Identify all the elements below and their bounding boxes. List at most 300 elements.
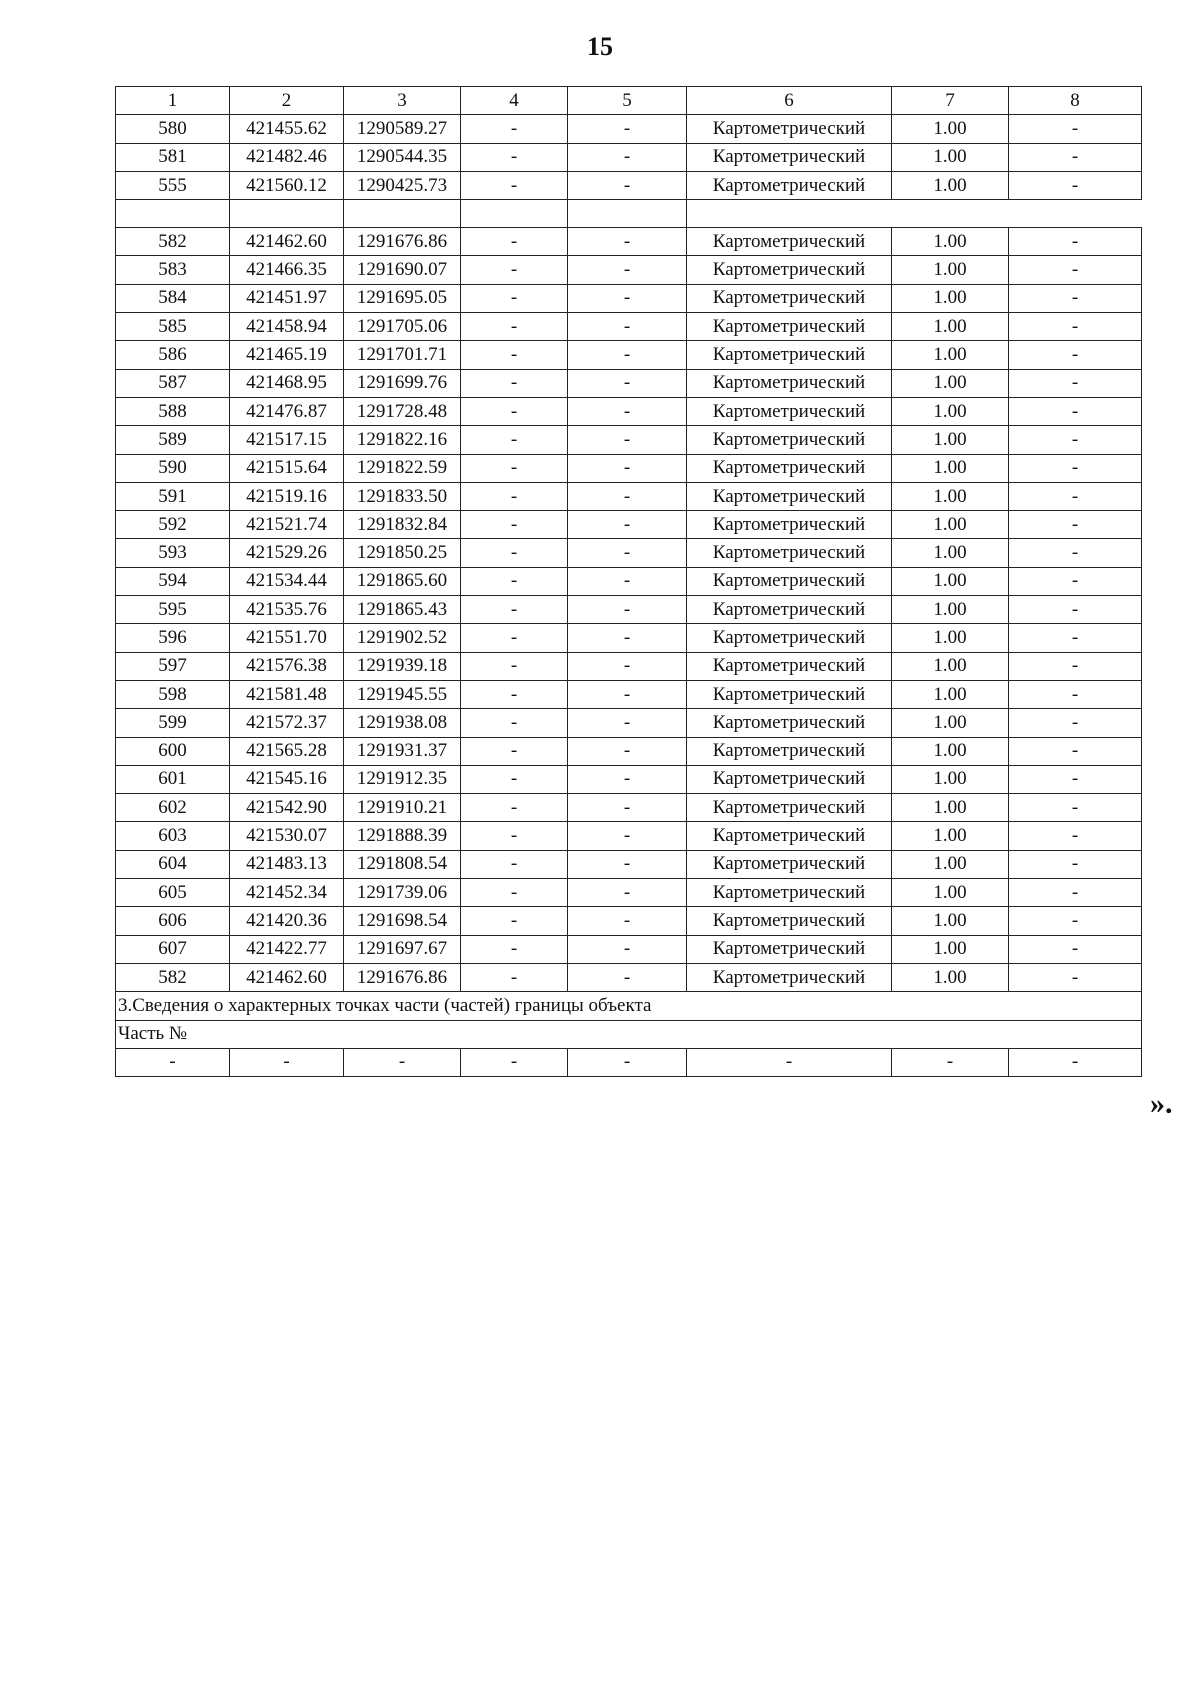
table-cell: 421565.28 [230, 737, 344, 765]
table-cell: - [568, 511, 687, 539]
table-row [116, 596, 1142, 624]
table-cell: 1291945.55 [344, 680, 461, 708]
table-cell: 1290544.35 [344, 143, 461, 171]
table-cell: - [461, 397, 568, 425]
table-row [116, 256, 1142, 284]
table-cell: 1.00 [892, 539, 1009, 567]
table-cell: 421529.26 [230, 539, 344, 567]
table-cell: 1291676.86 [344, 228, 461, 256]
table-cell: 597 [116, 652, 230, 680]
table-cell: 421576.38 [230, 652, 344, 680]
table-cell: 1291902.52 [344, 624, 461, 652]
table-cell: 602 [116, 794, 230, 822]
table-cell: 590 [116, 454, 230, 482]
table-cell: - [461, 511, 568, 539]
table-row [116, 935, 1142, 963]
empty-cell [461, 200, 568, 228]
table-cell: 589 [116, 426, 230, 454]
table-cell: 1.00 [892, 171, 1009, 199]
table-cell: 421468.95 [230, 369, 344, 397]
table-cell: - [461, 171, 568, 199]
table-cell: 1.00 [892, 907, 1009, 935]
table-row [116, 850, 1142, 878]
table-cell: 592 [116, 511, 230, 539]
table-cell: 1.00 [892, 115, 1009, 143]
table-cell: - [1009, 907, 1142, 935]
table-cell: - [568, 935, 687, 963]
table-cell: - [1009, 624, 1142, 652]
table-row [116, 313, 1142, 341]
table-cell: 596 [116, 624, 230, 652]
table-cell: 1291938.08 [344, 709, 461, 737]
table-cell: 1.00 [892, 709, 1009, 737]
table-cell: - [568, 539, 687, 567]
table-cell: 1291697.67 [344, 935, 461, 963]
part-number-row [116, 1020, 1142, 1048]
table-cell: - [568, 709, 687, 737]
table-cell: - [568, 879, 687, 907]
table-cell: 421519.16 [230, 482, 344, 510]
table-cell: - [1009, 256, 1142, 284]
table-cell: 1291850.25 [344, 539, 461, 567]
table-cell: 421545.16 [230, 765, 344, 793]
table-cell: 585 [116, 313, 230, 341]
table-cell: Картометрический [687, 709, 892, 737]
table-cell: - [1009, 1048, 1142, 1076]
table-cell: 8 [1009, 87, 1142, 115]
table-cell: 421462.60 [230, 228, 344, 256]
table-cell: - [461, 709, 568, 737]
table-cell: - [568, 256, 687, 284]
table-cell: 7 [892, 87, 1009, 115]
table-row-empty-values [116, 1048, 1142, 1076]
empty-cell [116, 200, 230, 228]
table-cell: 1.00 [892, 284, 1009, 312]
table-cell: - [461, 822, 568, 850]
table-cell: 1.00 [892, 737, 1009, 765]
table-cell: 598 [116, 680, 230, 708]
table-cell: - [461, 879, 568, 907]
table-cell: - [1009, 369, 1142, 397]
table-row [116, 482, 1142, 510]
table-cell: - [568, 284, 687, 312]
table-row [116, 511, 1142, 539]
table-cell: 1291676.86 [344, 963, 461, 991]
table-row [116, 143, 1142, 171]
table-row [116, 567, 1142, 595]
table-cell: 421458.94 [230, 313, 344, 341]
table-cell: - [461, 680, 568, 708]
table-cell: - [568, 426, 687, 454]
table-cell: - [1009, 511, 1142, 539]
table-cell: - [1009, 652, 1142, 680]
table-cell: - [568, 228, 687, 256]
section-3-title: 3.Сведения о характерных точках части (частей) границы объекта [116, 992, 1142, 1020]
table-cell: - [461, 624, 568, 652]
table-cell: 1291808.54 [344, 850, 461, 878]
table-row [116, 963, 1142, 991]
table-cell: - [1009, 567, 1142, 595]
table-cell: - [568, 397, 687, 425]
table-cell: - [461, 115, 568, 143]
table-cell: Картометрический [687, 935, 892, 963]
table-cell: Картометрический [687, 680, 892, 708]
table-row [116, 652, 1142, 680]
empty-cell [230, 200, 344, 228]
table-cell: 605 [116, 879, 230, 907]
table-cell: Картометрический [687, 624, 892, 652]
table-row [116, 709, 1142, 737]
table-cell: Картометрический [687, 879, 892, 907]
table-cell: 3 [344, 87, 461, 115]
table-cell: - [461, 907, 568, 935]
table-cell: - [568, 313, 687, 341]
table-cell: Картометрический [687, 171, 892, 199]
empty-cell [568, 200, 687, 228]
table-row [116, 879, 1142, 907]
table-cell: 1291728.48 [344, 397, 461, 425]
table-cell: 1291833.50 [344, 482, 461, 510]
table-cell: 1.00 [892, 256, 1009, 284]
table-cell: 1.00 [892, 369, 1009, 397]
table-cell: 587 [116, 369, 230, 397]
table-cell: 421462.60 [230, 963, 344, 991]
table-cell: 1291939.18 [344, 652, 461, 680]
table-cell: - [461, 539, 568, 567]
table-cell: - [568, 963, 687, 991]
table-cell: - [461, 369, 568, 397]
table-cell: - [568, 143, 687, 171]
table-row [116, 539, 1142, 567]
table-cell: 1290425.73 [344, 171, 461, 199]
table-cell: 421560.12 [230, 171, 344, 199]
empty-separator-row [116, 200, 1142, 228]
table-cell: 1291832.84 [344, 511, 461, 539]
closing-quote-mark: ». [1150, 1087, 1173, 1120]
page-number: 15 [587, 32, 613, 61]
table-cell: 555 [116, 171, 230, 199]
table-cell: - [1009, 539, 1142, 567]
table-cell: 1291912.35 [344, 765, 461, 793]
section-title-row [116, 992, 1142, 1020]
table-cell: - [1009, 794, 1142, 822]
table-cell: Картометрический [687, 482, 892, 510]
table-cell: Картометрический [687, 256, 892, 284]
table-cell: 5 [568, 87, 687, 115]
table-cell: - [461, 313, 568, 341]
table-cell: 594 [116, 567, 230, 595]
table-cell: 421515.64 [230, 454, 344, 482]
table-row [116, 171, 1142, 199]
table-cell: - [1009, 765, 1142, 793]
table-cell: 421476.87 [230, 397, 344, 425]
table-cell: - [1009, 341, 1142, 369]
table-cell: - [1009, 822, 1142, 850]
table-cell: - [1009, 935, 1142, 963]
table-cell: 1.00 [892, 822, 1009, 850]
table-cell: 1.00 [892, 794, 1009, 822]
table-row [116, 907, 1142, 935]
table-cell: - [568, 341, 687, 369]
table-cell: - [892, 1048, 1009, 1076]
table-cell: - [461, 567, 568, 595]
table-cell: 1.00 [892, 228, 1009, 256]
table-row [116, 341, 1142, 369]
table-cell: - [568, 850, 687, 878]
table-cell: 421455.62 [230, 115, 344, 143]
table-row [116, 680, 1142, 708]
table-row [116, 737, 1142, 765]
table-cell: 1.00 [892, 935, 1009, 963]
table-cell: Картометрический [687, 284, 892, 312]
table-cell: 421422.77 [230, 935, 344, 963]
table-cell: 1.00 [892, 454, 1009, 482]
table-cell: 1 [116, 87, 230, 115]
table-cell: 1291865.43 [344, 596, 461, 624]
table-cell: - [568, 907, 687, 935]
table-cell: 599 [116, 709, 230, 737]
table-cell: 1.00 [892, 765, 1009, 793]
table-cell: - [461, 341, 568, 369]
table-cell: 1.00 [892, 143, 1009, 171]
table-row [116, 454, 1142, 482]
table-cell: 1.00 [892, 397, 1009, 425]
table-cell: - [687, 1048, 892, 1076]
table-cell: 421551.70 [230, 624, 344, 652]
table-cell: 1.00 [892, 313, 1009, 341]
table-cell: 607 [116, 935, 230, 963]
table-cell: Картометрический [687, 313, 892, 341]
table-cell: 1.00 [892, 680, 1009, 708]
table-cell: Картометрический [687, 963, 892, 991]
table-cell: 1291739.06 [344, 879, 461, 907]
table-cell: - [461, 143, 568, 171]
table-cell: - [568, 171, 687, 199]
table-cell: - [568, 369, 687, 397]
table-cell: 1.00 [892, 652, 1009, 680]
table-cell: 1.00 [892, 879, 1009, 907]
table-cell: - [461, 482, 568, 510]
empty-cell [344, 200, 461, 228]
table-cell: 421483.13 [230, 850, 344, 878]
table-cell: - [568, 652, 687, 680]
table-cell: - [568, 765, 687, 793]
table-cell: - [1009, 454, 1142, 482]
table-cell: - [461, 256, 568, 284]
table-cell: - [1009, 171, 1142, 199]
table-cell: 2 [230, 87, 344, 115]
table-row [116, 369, 1142, 397]
table-cell: - [568, 596, 687, 624]
table-cell: 1.00 [892, 426, 1009, 454]
table-cell: 604 [116, 850, 230, 878]
table-cell: Картометрический [687, 737, 892, 765]
table-cell: 421521.74 [230, 511, 344, 539]
table-cell: 1291690.07 [344, 256, 461, 284]
table-cell: 591 [116, 482, 230, 510]
table-cell: 6 [687, 87, 892, 115]
table-cell: - [1009, 284, 1142, 312]
table-row [116, 228, 1142, 256]
table-cell: - [461, 426, 568, 454]
table-cell: Картометрический [687, 907, 892, 935]
table-cell: 421517.15 [230, 426, 344, 454]
table-cell: 421451.97 [230, 284, 344, 312]
table-cell: - [1009, 850, 1142, 878]
table-cell: - [568, 794, 687, 822]
table-cell: Картометрический [687, 341, 892, 369]
table-cell: 1291705.06 [344, 313, 461, 341]
table-row [116, 426, 1142, 454]
table-cell: Картометрический [687, 794, 892, 822]
table-cell: - [116, 1048, 230, 1076]
table-cell: - [1009, 680, 1142, 708]
table-cell: 1291888.39 [344, 822, 461, 850]
empty-cell [687, 200, 1142, 228]
table-cell: - [1009, 963, 1142, 991]
table-cell: - [568, 115, 687, 143]
table-cell: - [461, 596, 568, 624]
table-cell: 421572.37 [230, 709, 344, 737]
table-cell: 1291910.21 [344, 794, 461, 822]
table-cell: - [568, 454, 687, 482]
table-row [116, 397, 1142, 425]
table-cell: 1.00 [892, 963, 1009, 991]
table-cell: 421581.48 [230, 680, 344, 708]
table-cell: - [461, 284, 568, 312]
table-cell: - [1009, 482, 1142, 510]
table-cell: Картометрический [687, 765, 892, 793]
table-cell: 1.00 [892, 850, 1009, 878]
table-cell: 421542.90 [230, 794, 344, 822]
table-cell: 588 [116, 397, 230, 425]
table-cell: 1.00 [892, 624, 1009, 652]
table-cell: - [461, 963, 568, 991]
table-cell: 1291822.59 [344, 454, 461, 482]
table-cell: - [1009, 879, 1142, 907]
table-cell: - [568, 567, 687, 595]
coordinates-table [115, 86, 1142, 1077]
table-cell: 1.00 [892, 482, 1009, 510]
table-row [116, 284, 1142, 312]
table-cell: - [461, 737, 568, 765]
table-cell: 606 [116, 907, 230, 935]
table-row [116, 794, 1142, 822]
table-cell: 1.00 [892, 341, 1009, 369]
table-cell: - [568, 680, 687, 708]
table-cell: - [1009, 313, 1142, 341]
table-cell: - [1009, 115, 1142, 143]
table-cell: 586 [116, 341, 230, 369]
table-cell: 1291695.05 [344, 284, 461, 312]
table-cell: 600 [116, 737, 230, 765]
table-cell: - [568, 737, 687, 765]
table-cell: 595 [116, 596, 230, 624]
table-cell: - [230, 1048, 344, 1076]
table-cell: - [568, 1048, 687, 1076]
table-cell: 601 [116, 765, 230, 793]
table-cell: 421452.34 [230, 879, 344, 907]
table-cell: 1291699.76 [344, 369, 461, 397]
table-cell: 421420.36 [230, 907, 344, 935]
table-cell: 593 [116, 539, 230, 567]
table-cell: Картометрический [687, 397, 892, 425]
table-cell: 421534.44 [230, 567, 344, 595]
table-cell: - [568, 624, 687, 652]
table-cell: 1291698.54 [344, 907, 461, 935]
table-cell: 421482.46 [230, 143, 344, 171]
table-cell: 582 [116, 228, 230, 256]
table-cell: - [461, 850, 568, 878]
table-cell: Картометрический [687, 228, 892, 256]
table-cell: 421535.76 [230, 596, 344, 624]
table-cell: 1290589.27 [344, 115, 461, 143]
table-cell: - [344, 1048, 461, 1076]
table-cell: - [1009, 143, 1142, 171]
table-cell: - [461, 794, 568, 822]
table-cell: Картометрический [687, 567, 892, 595]
table-cell: 582 [116, 963, 230, 991]
table-cell: 4 [461, 87, 568, 115]
table-cell: - [461, 935, 568, 963]
table-cell: 1291931.37 [344, 737, 461, 765]
table-cell: - [568, 822, 687, 850]
table-cell: - [461, 1048, 568, 1076]
table-cell: Картометрический [687, 511, 892, 539]
table-row [116, 115, 1142, 143]
table-cell: - [1009, 397, 1142, 425]
table-cell: 1291822.16 [344, 426, 461, 454]
table-cell: 421465.19 [230, 341, 344, 369]
part-number-label: Часть № [116, 1020, 1142, 1048]
table-cell: 581 [116, 143, 230, 171]
table-cell: 1291701.71 [344, 341, 461, 369]
table-cell: Картометрический [687, 850, 892, 878]
table-cell: 580 [116, 115, 230, 143]
table-cell: 603 [116, 822, 230, 850]
table-cell: 1.00 [892, 567, 1009, 595]
table-cell: Картометрический [687, 143, 892, 171]
table-cell: - [568, 482, 687, 510]
table-cell: - [461, 454, 568, 482]
table-cell: 583 [116, 256, 230, 284]
table-cell: 421466.35 [230, 256, 344, 284]
table-row [116, 765, 1142, 793]
table-cell: Картометрический [687, 539, 892, 567]
table-cell: Картометрический [687, 426, 892, 454]
table-cell: Картометрический [687, 596, 892, 624]
table-cell: 584 [116, 284, 230, 312]
table-cell: Картометрический [687, 652, 892, 680]
table-cell: - [1009, 709, 1142, 737]
table-cell: Картометрический [687, 115, 892, 143]
table-cell: 1.00 [892, 596, 1009, 624]
table-cell: - [461, 228, 568, 256]
table-cell: - [1009, 737, 1142, 765]
table-row [116, 624, 1142, 652]
table-cell: Картометрический [687, 369, 892, 397]
table-cell: 1291865.60 [344, 567, 461, 595]
table-cell: - [461, 652, 568, 680]
table-cell: Картометрический [687, 454, 892, 482]
table-header-row [116, 87, 1142, 115]
table-cell: - [1009, 228, 1142, 256]
table-row [116, 822, 1142, 850]
table-cell: 421530.07 [230, 822, 344, 850]
table-cell: - [1009, 426, 1142, 454]
table-cell: Картометрический [687, 822, 892, 850]
table-cell: - [461, 765, 568, 793]
